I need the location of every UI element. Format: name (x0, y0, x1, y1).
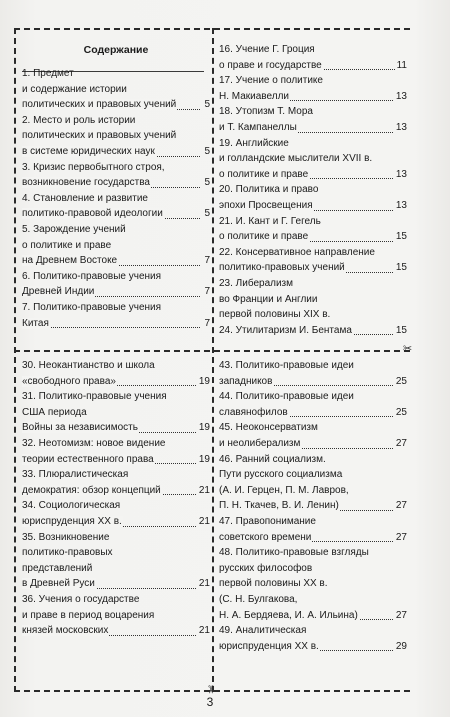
entry-text: 47. Правопонимание (219, 515, 316, 527)
entry-text: 2. Место и роль истории (22, 114, 136, 126)
contents-entry-line (219, 323, 407, 339)
contents-entry-line (22, 316, 210, 332)
entry-text: 16. Учение Г. Гроция (219, 44, 315, 55)
contents-entry-line (22, 623, 210, 639)
entry-text: политико-правовых учений (219, 262, 345, 274)
contents-entry-line (219, 358, 407, 374)
entry-text: 18. Утопизм Т. Мора (219, 106, 313, 118)
contents-entry-line (22, 498, 210, 514)
contents-entry-line (219, 42, 407, 58)
entry-text: юриспруденция XX в. (219, 640, 319, 652)
entry-text: первой половины XIX в. (219, 309, 331, 321)
entry-text: США периода (22, 406, 87, 418)
entry-text: Китая (22, 317, 49, 329)
entry-text: 33. Плюралистическая (22, 469, 129, 481)
entry-text: русских философов (219, 562, 313, 574)
contents-entry-line (219, 89, 407, 105)
contents-entry-line (22, 405, 210, 421)
contents-entry-line (22, 191, 210, 207)
page-number: 3 (206, 695, 214, 709)
contents-entry-line (22, 389, 210, 405)
contents-entry-line (219, 608, 407, 624)
contents-entry-line (22, 483, 210, 499)
entry-text: и Т. Кампанеллы (219, 121, 297, 133)
contents-entry-line (219, 260, 407, 276)
contents-entry-line (219, 592, 407, 608)
contents-entry-line (22, 269, 210, 285)
entry-text: юриспруденция XX в. (22, 515, 122, 527)
contents-entry-line (22, 592, 210, 608)
entry-text: князей московских (22, 625, 109, 637)
entry-text: 45. Неоконсерватизм (219, 422, 318, 434)
entry-text: 22. Консервативное направление (219, 246, 375, 258)
entry-text: 4. Становление и развитие (22, 192, 148, 204)
entry-page-number: 27 (394, 436, 407, 452)
entry-page-number: 27 (394, 608, 407, 624)
entry-text: 46. Ранний социализм. (219, 453, 326, 465)
contents-entry-line (22, 97, 210, 113)
entry-text: Н. Макиавелли (219, 90, 289, 102)
scissors-icon: ✂ (204, 684, 217, 695)
contents-entry-line (219, 639, 407, 655)
contents-column-bottom-right (219, 358, 407, 654)
contents-entry-line (22, 175, 210, 191)
contents-entry-line (22, 222, 210, 238)
contents-entry-line (22, 467, 210, 483)
entry-text: 35. Возникновение (22, 531, 110, 543)
entry-page-number: 29 (394, 639, 407, 655)
entry-page-number: 21 (197, 483, 210, 499)
contents-entry-line (22, 452, 210, 468)
entry-page-number: 21 (197, 623, 210, 639)
entry-page-number: 5 (202, 206, 210, 222)
entry-page-number: 19 (197, 420, 210, 436)
contents-entry-line (219, 58, 407, 74)
entry-text: 49. Аналитическая (219, 625, 307, 637)
contents-entry-line (219, 420, 407, 436)
contents-entry-line (219, 214, 407, 230)
entry-text: и голландские мыслители XVII в. (219, 153, 373, 165)
entry-text: политико-правовой идеологии (22, 208, 163, 220)
contents-entry-line (22, 66, 210, 82)
contents-entry-line (219, 436, 407, 452)
entry-text: представлений (22, 562, 93, 574)
contents-card (14, 28, 413, 695)
contents-entry-line (22, 374, 210, 390)
contents-entry-line (22, 436, 210, 452)
entry-text: 6. Политико-правовые учения (22, 270, 162, 282)
entry-page-number: 25 (394, 374, 407, 390)
contents-entry-line (219, 389, 407, 405)
entry-text: о политике и праве (219, 168, 309, 180)
contents-entry-line (219, 561, 407, 577)
scissors-icon: ✂ (403, 343, 413, 355)
entry-page-number: 19 (197, 452, 210, 468)
entry-text: о политике и праве (22, 239, 112, 251)
entry-page-number: 5 (202, 175, 210, 191)
contents-entry-line (22, 206, 210, 222)
contents-entry-line (219, 120, 407, 136)
contents-entry-line (22, 530, 210, 546)
entry-text: 5. Зарождение учений (22, 223, 126, 235)
contents-entry-line (22, 300, 210, 316)
contents-entry-line (22, 113, 210, 129)
contents-entry-line (22, 545, 210, 561)
contents-entry-line (219, 292, 407, 308)
contents-entry-line (22, 420, 210, 436)
contents-entry-line (219, 545, 407, 561)
entry-page-number: 15 (394, 323, 407, 339)
entry-text: 23. Либерализм (219, 277, 294, 289)
entry-text: 34. Социологическая (22, 500, 121, 512)
entry-text: «свободного права» (22, 375, 116, 387)
entry-text: во Франции и Англии (219, 293, 318, 305)
entry-text: 24. Утилитаризм И. Бентама (219, 324, 352, 336)
entry-page-number: 13 (394, 120, 407, 136)
entry-text: 7. Политико-правовые учения (22, 301, 162, 313)
contents-heading: Содержание (83, 44, 149, 56)
contents-entry-line (22, 82, 210, 98)
entry-text: 44. Политико-правовые идеи (219, 391, 354, 403)
entry-text: 1. Предмет (22, 68, 74, 79)
contents-entry-line (219, 374, 407, 390)
entry-page-number: 25 (394, 405, 407, 421)
entry-text: западников (219, 375, 273, 387)
contents-entry-line (219, 623, 407, 639)
entry-text: 31. Политико-правовые учения (22, 391, 167, 403)
contents-entry-line (219, 514, 407, 530)
entry-page-number: 27 (394, 498, 407, 514)
contents-entry-line (22, 608, 210, 624)
contents-entry-line (219, 307, 407, 323)
entry-page-number: 15 (394, 229, 407, 245)
contents-entry-line (219, 276, 407, 292)
contents-entry-line (22, 160, 210, 176)
entry-text: в Древней Руси (22, 578, 95, 590)
dashed-center-border (212, 28, 214, 692)
entry-text: 48. Политико-правовые взгляды (219, 547, 369, 559)
entry-text: (А. И. Герцен, П. М. Лавров, (219, 484, 349, 496)
contents-entry-line (219, 530, 407, 546)
entry-text: славянофилов (219, 406, 288, 418)
contents-column-top-right (219, 42, 407, 338)
entry-page-number: 21 (197, 514, 210, 530)
contents-column-top-left (22, 43, 210, 331)
entry-page-number: 5 (202, 97, 210, 113)
contents-entry-line (219, 167, 407, 183)
entry-page-number: 13 (394, 167, 407, 183)
entry-text: и неолиберализм (219, 437, 301, 449)
entry-text: Н. А. Бердяева, И. А. Ильина) (219, 609, 358, 621)
entry-page-number: 15 (394, 260, 407, 276)
entry-page-number: 11 (395, 58, 407, 74)
entry-page-number: 21 (197, 576, 210, 592)
contents-entry-line (219, 483, 407, 499)
contents-entry-line (22, 238, 210, 254)
contents-entry-line (219, 198, 407, 214)
contents-entry-line (219, 73, 407, 89)
entry-page-number: 7 (202, 316, 210, 332)
contents-entry-line (22, 576, 210, 592)
entry-text: политико-правовых (22, 547, 113, 559)
entry-page-number: 13 (394, 198, 407, 214)
contents-entry-line (22, 561, 210, 577)
entry-text: возникновение государства (22, 177, 150, 189)
entry-page-number: 27 (394, 530, 407, 546)
contents-entry-line (22, 358, 210, 374)
entry-text: Пути русского социализма (219, 469, 343, 481)
entry-text: (С. Н. Булгакова, (219, 593, 298, 605)
contents-entry-line (219, 136, 407, 152)
contents-entry-line (219, 452, 407, 468)
contents-entry-line (22, 128, 210, 144)
entry-text: 17. Учение о политике (219, 75, 323, 87)
entry-text: политических и правовых учений (22, 130, 177, 142)
entry-text: 21. И. Кант и Г. Гегель (219, 215, 321, 227)
contents-entry-line (22, 284, 210, 300)
entry-text: 19. Английские (219, 137, 289, 149)
entry-page-number: 7 (202, 253, 210, 269)
entry-text: 30. Неокантианство и школа (22, 360, 155, 371)
entry-text: о праве и государстве (219, 59, 322, 71)
entry-text: и праве в период воцарения (22, 609, 155, 621)
contents-entry-line (219, 405, 407, 421)
entry-text: первой половины XX в. (219, 578, 328, 590)
contents-column-bottom-left (22, 358, 210, 639)
contents-entry-line (219, 182, 407, 198)
entry-text: Войны за независимость (22, 422, 138, 434)
contents-entry-line (219, 104, 407, 120)
entry-text: 43. Политико-правовые идеи (219, 360, 354, 371)
entry-text: теории естественного права (22, 453, 154, 465)
entry-text: советского времени (219, 531, 312, 543)
entry-text: Древней Индии (22, 286, 95, 298)
entry-text: политических и правовых учений (22, 99, 177, 111)
entry-page-number: 13 (394, 89, 407, 105)
entry-text: 32. Неотомизм: новое видение (22, 437, 166, 449)
contents-entry-line (219, 498, 407, 514)
entry-text: П. Н. Ткачев, В. И. Ленин) (219, 500, 339, 512)
entry-text: о политике и праве (219, 231, 309, 243)
contents-entry-line (22, 514, 210, 530)
dashed-left-border (14, 28, 16, 692)
entry-page-number: 5 (202, 144, 210, 160)
contents-entry-line (22, 253, 210, 269)
contents-entry-line (219, 467, 407, 483)
entry-text: 20. Политика и право (219, 184, 319, 196)
entry-text: демократия: обзор концепций (22, 484, 161, 496)
contents-entry-line (219, 245, 407, 261)
contents-entry-line (219, 151, 407, 167)
entry-page-number: 19 (197, 374, 210, 390)
contents-entry-line (219, 576, 407, 592)
entry-page-number: 7 (202, 284, 210, 300)
entry-text: эпохи Просвещения (219, 199, 313, 211)
contents-entry-line (219, 229, 407, 245)
entry-text: в системе юридических наук (22, 145, 155, 157)
entry-text: 3. Кризис первобытного строя, (22, 161, 165, 173)
contents-entry-line (22, 144, 210, 160)
entry-text: 36. Учения о государстве (22, 593, 140, 605)
entry-text: на Древнем Востоке (22, 255, 118, 267)
entry-text: и содержание истории (22, 83, 127, 95)
